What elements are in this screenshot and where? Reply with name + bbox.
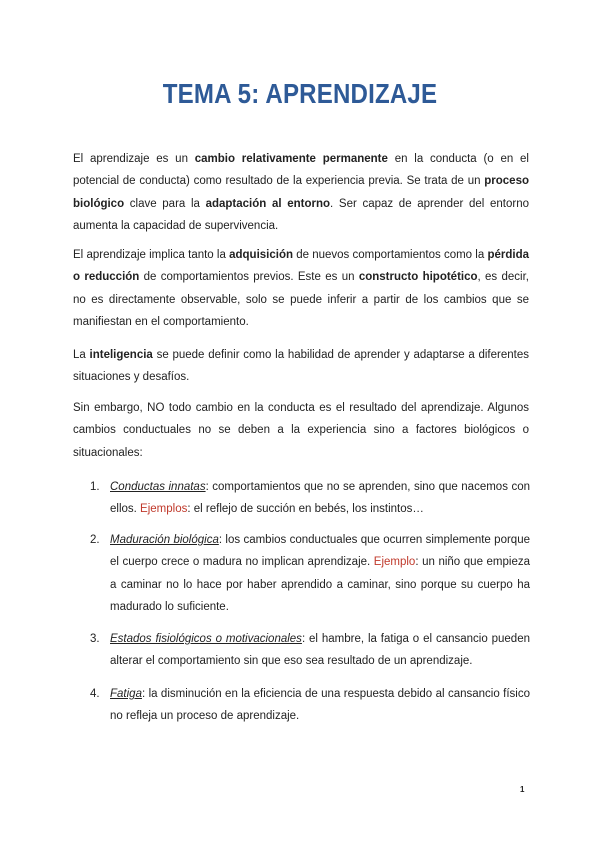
list-item: 4. Fatiga: la disminución en la eficiencia de una respuesta debido al cansancio físico no refleja un proceso de aprendizaje. [90, 688, 530, 723]
paragraph-exceptions: Sin embargo, NO todo cambio en la conducta es el resultado del aprendizaje. Algunos cambios conductuales no se deben a la experiencia sino a factores biológicos o situacionales: [73, 402, 529, 459]
item-term: Conductas innatas [110, 481, 206, 493]
item-term: Fatiga [110, 688, 142, 700]
example-label: Ejemplo [373, 556, 416, 569]
list-item: 2. Maduración biológica: los cambios conductuales que ocurren simplemente porque el cuerpo crece o madura no implican aprendizaje. Ejemplo: un niño que empieza a caminar no lo hace por haber aprendido a caminar, sino porque su cuerpo ha madurado lo suficiente. [90, 534, 530, 613]
page-number: 1 [520, 785, 525, 794]
paragraph-definition: El aprendizaje es un cambio relativamente permanente en la conducta (o en el potencial de conducta) como resultado de la experiencia previa. Se trata de un proceso biológico clave para la adaptación al entorno. Ser capaz de aprender del entorno aumenta la capacidad de supervivencia. [73, 153, 529, 232]
item-term: Estados fisiológicos o motivacionales [110, 633, 302, 645]
paragraph-acquisition: El aprendizaje implica tanto la adquisición de nuevos comportamientos como la pérdida o reducción de comportamientos previos. Este es un constructo hipotético, es decir, no es directamente observable, solo se puede inferir a partir de los cambios que se manifiestan en el comportamiento. [73, 249, 529, 328]
list-item: 1. Conductas innatas: comportamientos que no se aprenden, sino que nacemos con ellos. Ejemplos: el reflejo de succión en bebés, los instintos… [90, 481, 530, 516]
example-label: Ejemplos [140, 503, 188, 516]
item-term: Maduración biológica [110, 534, 219, 546]
list-item: 3. Estados fisiológicos o motivacionales: el hambre, la fatiga o el cansancio pueden alterar el comportamiento sin que eso sea resultado de un aprendizaje. [90, 633, 530, 668]
page-title: TEMA 5: APRENDIZAJE [162, 78, 438, 109]
paragraph-intelligence: La inteligencia se puede definir como la habilidad de aprender y adaptarse a diferentes situaciones y desafíos. [73, 349, 529, 384]
